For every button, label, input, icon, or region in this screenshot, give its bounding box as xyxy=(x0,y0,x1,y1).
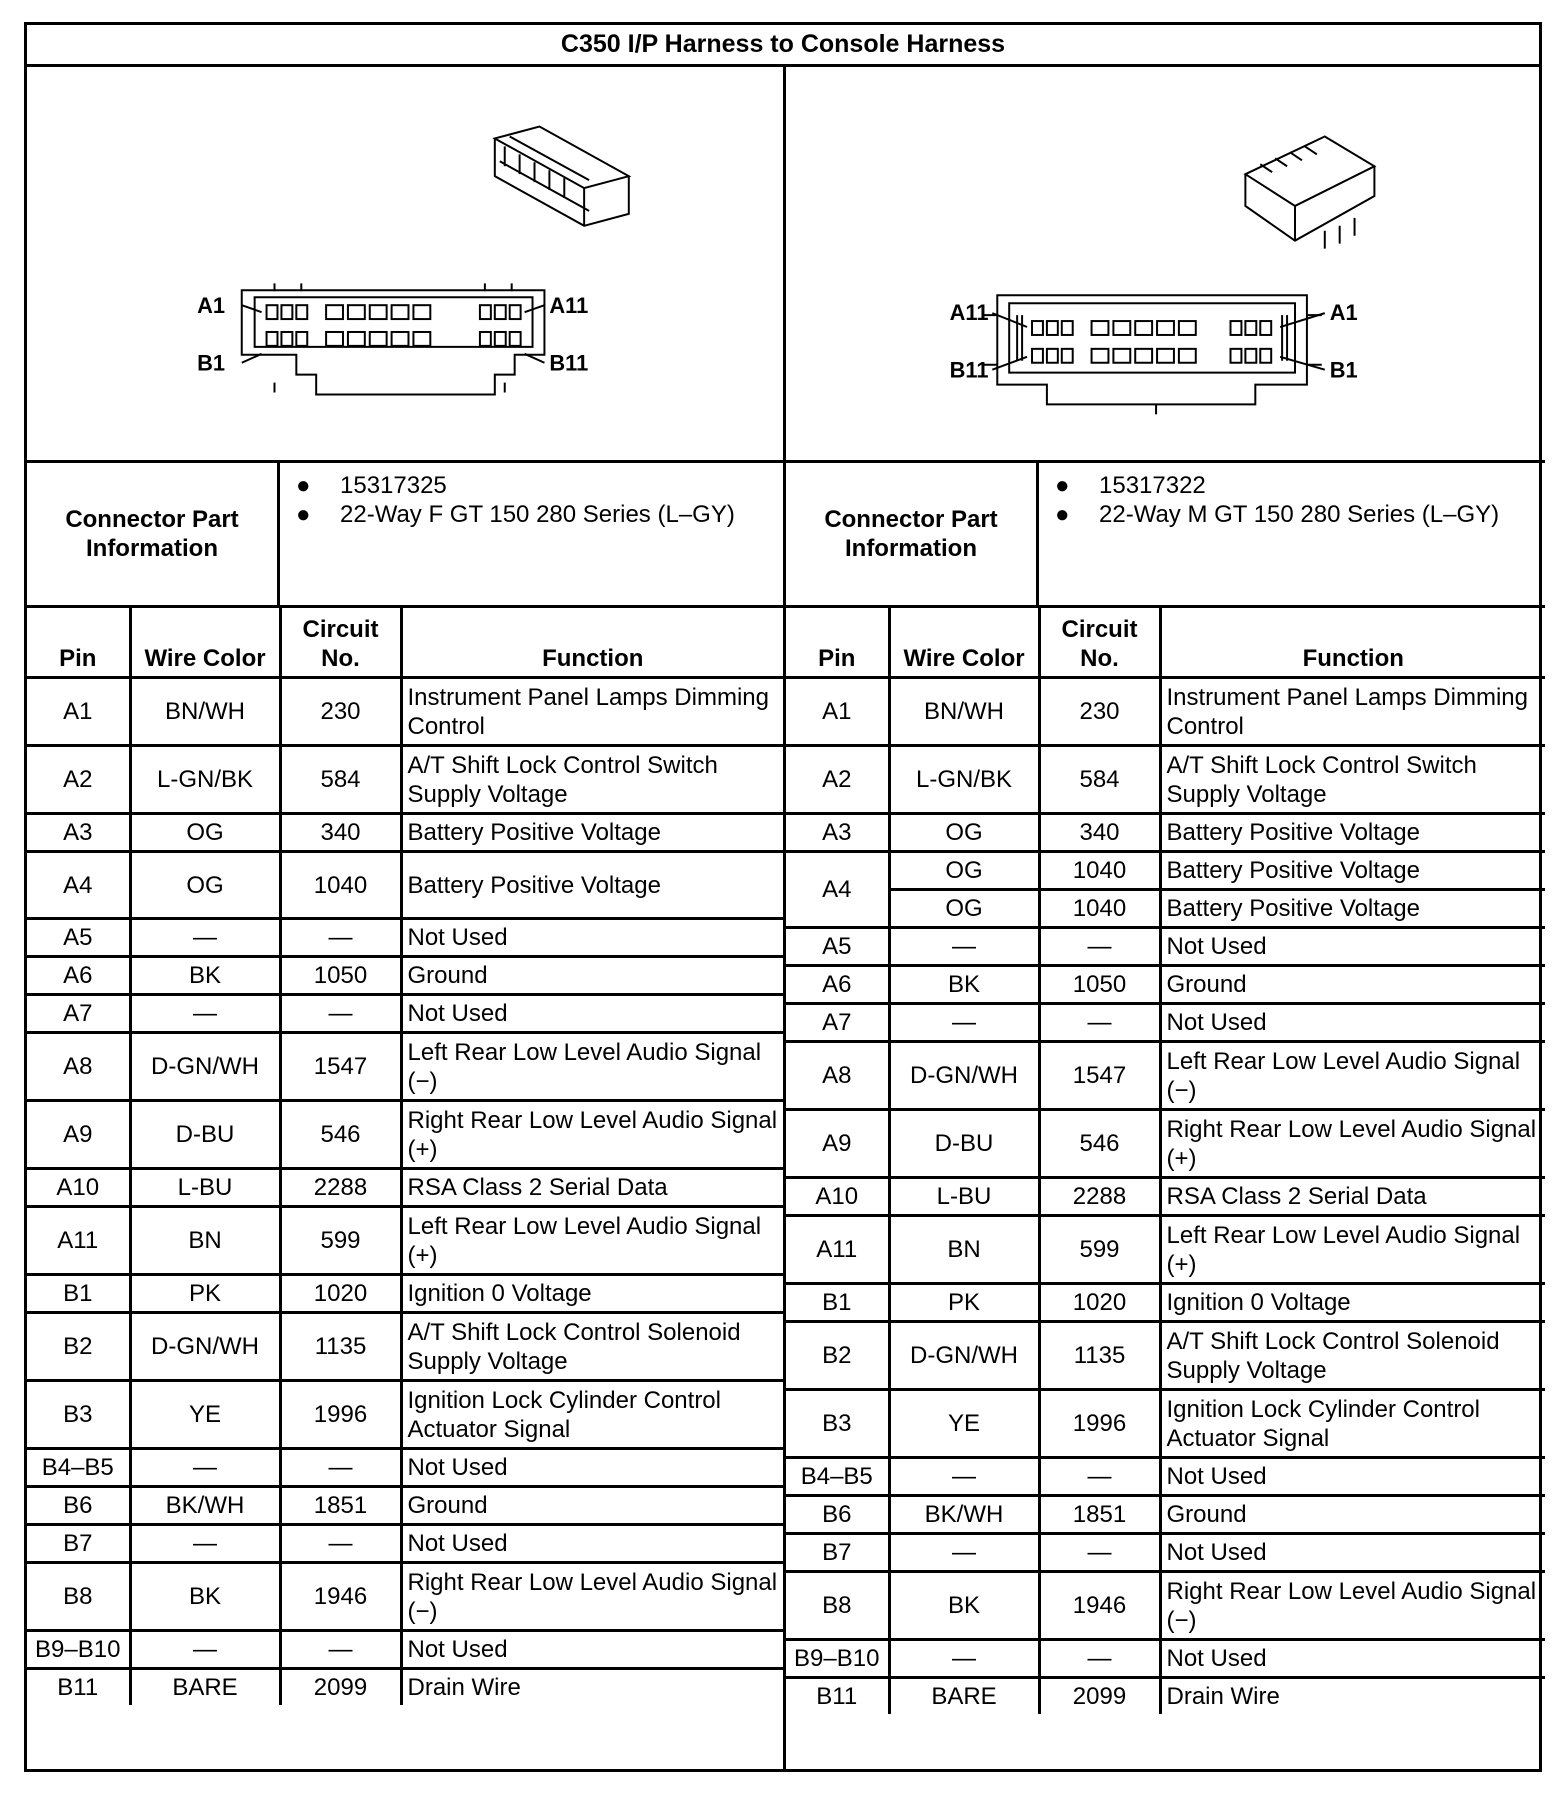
part-description: ● 22-Way M GT 150 280 Series (L–GY) xyxy=(1055,501,1500,528)
circuit-cell: 1020 xyxy=(280,1275,401,1313)
pin-cell: A3 xyxy=(27,814,130,852)
pin-cell: A10 xyxy=(27,1169,130,1207)
pin-cell: B7 xyxy=(27,1525,130,1563)
wire-color-cell: — xyxy=(130,1525,280,1563)
pin-cell: B1 xyxy=(786,1284,889,1322)
table-row xyxy=(786,1216,1545,1284)
function-cell: Ground xyxy=(1160,1496,1545,1534)
function-cell: A/T Shift Lock Control Solenoid Supply Voltage xyxy=(401,1313,783,1381)
table-row xyxy=(786,1322,1545,1390)
table-row xyxy=(27,1313,783,1381)
pin-cell: A2 xyxy=(786,746,889,814)
circuit-cell: 1547 xyxy=(1039,1042,1160,1110)
function-cell: Not Used xyxy=(401,1525,783,1563)
wire-color-cell: BK xyxy=(889,966,1039,1004)
pin-cell: A1 xyxy=(27,678,130,746)
pin-cell: A8 xyxy=(27,1033,130,1101)
pin-cell: A2 xyxy=(27,746,130,814)
pin-header: Pin xyxy=(27,608,130,678)
wire-color-cell: BK xyxy=(130,957,280,995)
pin-cell: A5 xyxy=(27,919,130,957)
circuit-cell: — xyxy=(280,1525,401,1563)
pin-cell: A6 xyxy=(27,957,130,995)
circuit-cell: 1996 xyxy=(1039,1390,1160,1458)
pin-label-a1: A1 xyxy=(1329,300,1358,326)
wire-color-cell: OG xyxy=(889,852,1039,890)
function-cell: Drain Wire xyxy=(401,1669,783,1706)
table-row xyxy=(786,1004,1545,1042)
circuit-cell: — xyxy=(280,1449,401,1487)
function-cell: Not Used xyxy=(401,995,783,1033)
pin-cell: B8 xyxy=(27,1563,130,1631)
circuit-cell: — xyxy=(1039,1534,1160,1572)
wire-color-cell: — xyxy=(130,1631,280,1669)
wire-color-cell: L-GN/BK xyxy=(130,746,280,814)
wire-color-cell: — xyxy=(130,919,280,957)
function-cell: RSA Class 2 Serial Data xyxy=(1160,1178,1545,1216)
pin-cell: B2 xyxy=(786,1322,889,1390)
circuit-header: Circuit No. xyxy=(280,608,401,678)
right-connector-panel xyxy=(786,67,1545,1769)
circuit-cell: 1851 xyxy=(280,1487,401,1525)
pin-label-b11: B11 xyxy=(949,357,989,383)
pin-cell: B1 xyxy=(27,1275,130,1313)
pin-cell: B9–B10 xyxy=(786,1640,889,1678)
pin-cell: B3 xyxy=(786,1390,889,1458)
wire-color-cell: D-GN/WH xyxy=(889,1322,1039,1390)
part-info-label: Connector Part Information xyxy=(786,463,1039,605)
function-cell: Not Used xyxy=(1160,928,1545,966)
page-title: C350 I/P Harness to Console Harness xyxy=(27,25,1539,67)
circuit-cell: 230 xyxy=(280,678,401,746)
function-cell: Left Rear Low Level Audio Signal (+) xyxy=(401,1207,783,1275)
table-row xyxy=(27,1381,783,1449)
function-cell: Not Used xyxy=(401,1449,783,1487)
wire-color-cell: D-BU xyxy=(130,1101,280,1169)
pin-label-b1: B1 xyxy=(1329,357,1358,383)
wire-color-cell: OG xyxy=(130,852,280,919)
pin-cell: B3 xyxy=(27,1381,130,1449)
wire-color-cell: BN/WH xyxy=(889,678,1039,746)
table-row xyxy=(786,1496,1545,1534)
function-header: Function xyxy=(1160,608,1545,678)
circuit-cell: 340 xyxy=(280,814,401,852)
pin-cell: A1 xyxy=(786,678,889,746)
function-cell: Not Used xyxy=(1160,1458,1545,1496)
function-cell: Ground xyxy=(401,957,783,995)
table-row xyxy=(786,890,1545,928)
wire-color-cell: BN xyxy=(889,1216,1039,1284)
part-description: ● 22-Way F GT 150 280 Series (L–GY) xyxy=(296,501,735,528)
wire-color-cell: D-GN/WH xyxy=(889,1042,1039,1110)
circuit-cell: 1040 xyxy=(1039,890,1160,928)
wire-color-header: Wire Color xyxy=(889,608,1039,678)
function-cell: Instrument Panel Lamps Dimming Control xyxy=(401,678,783,746)
circuit-cell: 2099 xyxy=(280,1669,401,1706)
part-info-list xyxy=(280,471,783,529)
circuit-cell: 340 xyxy=(1039,814,1160,852)
function-cell: Right Rear Low Level Audio Signal (+) xyxy=(1160,1110,1545,1178)
wire-color-cell: BN/WH xyxy=(130,678,280,746)
table-row xyxy=(27,1669,783,1706)
function-cell: Battery Positive Voltage xyxy=(401,852,783,919)
function-cell: Battery Positive Voltage xyxy=(401,814,783,852)
circuit-cell: 1040 xyxy=(280,852,401,919)
circuit-cell: — xyxy=(1039,1458,1160,1496)
circuit-cell: 1050 xyxy=(1039,966,1160,1004)
right-pinout-table xyxy=(786,608,1545,1714)
circuit-cell: 584 xyxy=(1039,746,1160,814)
pin-cell: A11 xyxy=(786,1216,889,1284)
b1-leader-line xyxy=(1280,357,1325,370)
pin-cell: A7 xyxy=(27,995,130,1033)
pin-cell: B6 xyxy=(786,1496,889,1534)
left-pinout-table xyxy=(27,608,783,1705)
pin-cell: A8 xyxy=(786,1042,889,1110)
function-cell: Left Rear Low Level Audio Signal (−) xyxy=(1160,1042,1545,1110)
function-cell: Instrument Panel Lamps Dimming Control xyxy=(1160,678,1545,746)
table-row xyxy=(786,928,1545,966)
circuit-cell: 2288 xyxy=(1039,1178,1160,1216)
wire-color-cell: YE xyxy=(889,1390,1039,1458)
circuit-cell: 1040 xyxy=(1039,852,1160,890)
wire-color-cell: PK xyxy=(130,1275,280,1313)
connector-3d-top-icon xyxy=(495,127,629,189)
wire-color-cell: — xyxy=(889,1458,1039,1496)
function-cell: A/T Shift Lock Control Solenoid Supply Voltage xyxy=(1160,1322,1545,1390)
circuit-cell: — xyxy=(280,1631,401,1669)
table-row xyxy=(27,1169,783,1207)
circuit-cell: 584 xyxy=(280,746,401,814)
table-row xyxy=(786,678,1545,746)
wire-color-cell: — xyxy=(889,1004,1039,1042)
table-row xyxy=(786,1534,1545,1572)
circuit-cell: 546 xyxy=(280,1101,401,1169)
table-row xyxy=(786,1042,1545,1110)
function-cell: Not Used xyxy=(401,919,783,957)
circuit-cell: — xyxy=(1039,928,1160,966)
wire-color-cell: BK/WH xyxy=(130,1487,280,1525)
circuit-cell: 546 xyxy=(1039,1110,1160,1178)
pin-header: Pin xyxy=(786,608,889,678)
function-cell: Ignition Lock Cylinder Control Actuator Signal xyxy=(401,1381,783,1449)
pin-cell: A9 xyxy=(27,1101,130,1169)
connector-face-drawing xyxy=(27,67,783,460)
wire-color-cell: D-GN/WH xyxy=(130,1033,280,1101)
wire-color-cell: OG xyxy=(889,814,1039,852)
wire-color-cell: BK xyxy=(889,1572,1039,1640)
table-row xyxy=(27,1563,783,1631)
table-row xyxy=(786,1178,1545,1216)
function-cell: Drain Wire xyxy=(1160,1678,1545,1715)
wire-color-cell: — xyxy=(889,1534,1039,1572)
pin-label-a11: A11 xyxy=(949,300,989,326)
circuit-cell: 2288 xyxy=(280,1169,401,1207)
table-row xyxy=(786,746,1545,814)
circuit-cell: — xyxy=(280,995,401,1033)
part-info-list xyxy=(1039,471,1545,529)
circuit-cell: 599 xyxy=(1039,1216,1160,1284)
wire-color-cell: D-BU xyxy=(889,1110,1039,1178)
table-row xyxy=(27,1275,783,1313)
wire-color-cell: L-BU xyxy=(889,1178,1039,1216)
connector-3d-top-icon xyxy=(1245,136,1374,205)
pin-cell: B9–B10 xyxy=(27,1631,130,1669)
function-cell: RSA Class 2 Serial Data xyxy=(401,1169,783,1207)
wire-color-cell: — xyxy=(889,1640,1039,1678)
table-row xyxy=(27,995,783,1033)
table-row xyxy=(786,814,1545,852)
table-row xyxy=(27,1033,783,1101)
pin-cell: A6 xyxy=(786,966,889,1004)
function-cell: Ignition 0 Voltage xyxy=(1160,1284,1545,1322)
table-row xyxy=(27,1207,783,1275)
function-cell: Right Rear Low Level Audio Signal (+) xyxy=(401,1101,783,1169)
part-number: ● 15317325 xyxy=(296,472,447,499)
pin-cell: A7 xyxy=(786,1004,889,1042)
function-cell: A/T Shift Lock Control Switch Supply Voltage xyxy=(401,746,783,814)
wire-color-header: Wire Color xyxy=(130,608,280,678)
pin-cell: B8 xyxy=(786,1572,889,1640)
table-row xyxy=(27,852,783,919)
table-row xyxy=(786,1572,1545,1640)
pin-label-b1: B1 xyxy=(197,350,225,376)
pin-cell: B11 xyxy=(27,1669,130,1706)
circuit-cell: — xyxy=(1039,1004,1160,1042)
table-row xyxy=(786,1390,1545,1458)
pin-cell: B4–B5 xyxy=(27,1449,130,1487)
function-cell: Ignition 0 Voltage xyxy=(401,1275,783,1313)
circuit-cell: 2099 xyxy=(1039,1678,1160,1715)
pin-cell: A3 xyxy=(786,814,889,852)
left-connector-panel xyxy=(27,67,786,1769)
table-row xyxy=(27,1487,783,1525)
table-row xyxy=(786,1110,1545,1178)
wire-color-cell: OG xyxy=(130,814,280,852)
a11-leader-line xyxy=(525,305,545,312)
wire-color-cell: L-GN/BK xyxy=(889,746,1039,814)
circuit-cell: 599 xyxy=(280,1207,401,1275)
function-cell: Not Used xyxy=(401,1631,783,1669)
function-header: Function xyxy=(401,608,783,678)
pin-label-a11: A11 xyxy=(549,293,589,319)
function-cell: Not Used xyxy=(1160,1534,1545,1572)
function-cell: Ground xyxy=(401,1487,783,1525)
pin-cell: B6 xyxy=(27,1487,130,1525)
table-row xyxy=(27,1449,783,1487)
pin-cell: B7 xyxy=(786,1534,889,1572)
function-cell: Left Rear Low Level Audio Signal (+) xyxy=(1160,1216,1545,1284)
function-cell: Ignition Lock Cylinder Control Actuator Signal xyxy=(1160,1390,1545,1458)
wire-color-cell: D-GN/WH xyxy=(130,1313,280,1381)
function-cell: Left Rear Low Level Audio Signal (−) xyxy=(401,1033,783,1101)
a1-leader-line xyxy=(242,305,262,312)
wire-color-cell: BARE xyxy=(130,1669,280,1706)
wire-color-cell: L-BU xyxy=(130,1169,280,1207)
table-row xyxy=(27,1525,783,1563)
table-row xyxy=(786,1458,1545,1496)
table-row xyxy=(27,746,783,814)
function-cell: Not Used xyxy=(1160,1004,1545,1042)
circuit-cell: 1946 xyxy=(1039,1572,1160,1640)
pin-cell: A4 xyxy=(786,852,889,928)
circuit-cell: 1135 xyxy=(1039,1322,1160,1390)
part-info-label: Connector Part Information xyxy=(27,463,280,605)
pin-cell: B11 xyxy=(786,1678,889,1715)
circuit-cell: — xyxy=(280,919,401,957)
female-connector-diagram xyxy=(27,67,783,463)
circuit-header: Circuit No. xyxy=(1039,608,1160,678)
wire-color-cell: — xyxy=(130,995,280,1033)
wire-color-cell: PK xyxy=(889,1284,1039,1322)
pin-cell: A4 xyxy=(27,852,130,919)
wire-color-cell: OG xyxy=(889,890,1039,928)
connector-sheet xyxy=(24,22,1542,1772)
pin-label-b11: B11 xyxy=(549,350,589,376)
wire-color-cell: — xyxy=(130,1449,280,1487)
part-number: ● 15317322 xyxy=(1055,472,1206,499)
wire-color-cell: BARE xyxy=(889,1678,1039,1715)
connector-face-drawing xyxy=(786,67,1545,460)
function-cell: Ground xyxy=(1160,966,1545,1004)
pin-cell: A10 xyxy=(786,1178,889,1216)
function-cell: Not Used xyxy=(1160,1640,1545,1678)
function-cell: Battery Positive Voltage xyxy=(1160,890,1545,928)
wire-color-cell: YE xyxy=(130,1381,280,1449)
table-row xyxy=(786,966,1545,1004)
circuit-cell: 230 xyxy=(1039,678,1160,746)
function-cell: Right Rear Low Level Audio Signal (−) xyxy=(1160,1572,1545,1640)
table-row xyxy=(786,1678,1545,1715)
pin-cell: A11 xyxy=(27,1207,130,1275)
table-row xyxy=(27,678,783,746)
circuit-cell: 1547 xyxy=(280,1033,401,1101)
wire-color-cell: — xyxy=(889,928,1039,966)
wire-color-cell: BN xyxy=(130,1207,280,1275)
pin-label-a1: A1 xyxy=(197,293,225,319)
circuit-cell: 1851 xyxy=(1039,1496,1160,1534)
table-row xyxy=(27,1631,783,1669)
circuit-cell: 1020 xyxy=(1039,1284,1160,1322)
table-row xyxy=(786,1284,1545,1322)
circuit-cell: 1946 xyxy=(280,1563,401,1631)
pin-cell: A5 xyxy=(786,928,889,966)
left-connector-part-information xyxy=(27,463,783,608)
wire-color-cell: BK xyxy=(130,1563,280,1631)
table-row xyxy=(27,1101,783,1169)
table-row xyxy=(786,1640,1545,1678)
pin-cell: B2 xyxy=(27,1313,130,1381)
function-cell: Right Rear Low Level Audio Signal (−) xyxy=(401,1563,783,1631)
table-row xyxy=(27,919,783,957)
circuit-cell: 1135 xyxy=(280,1313,401,1381)
table-row xyxy=(786,852,1545,890)
right-connector-part-information xyxy=(786,463,1545,608)
pin-cell: B4–B5 xyxy=(786,1458,889,1496)
table-row xyxy=(27,957,783,995)
circuit-cell: 1996 xyxy=(280,1381,401,1449)
pin-cell: A9 xyxy=(786,1110,889,1178)
function-cell: Battery Positive Voltage xyxy=(1160,814,1545,852)
function-cell: Battery Positive Voltage xyxy=(1160,852,1545,890)
circuit-cell: 1050 xyxy=(280,957,401,995)
function-cell: A/T Shift Lock Control Switch Supply Voltage xyxy=(1160,746,1545,814)
table-row xyxy=(27,814,783,852)
circuit-cell: — xyxy=(1039,1640,1160,1678)
male-connector-diagram xyxy=(786,67,1545,463)
wire-color-cell: BK/WH xyxy=(889,1496,1039,1534)
